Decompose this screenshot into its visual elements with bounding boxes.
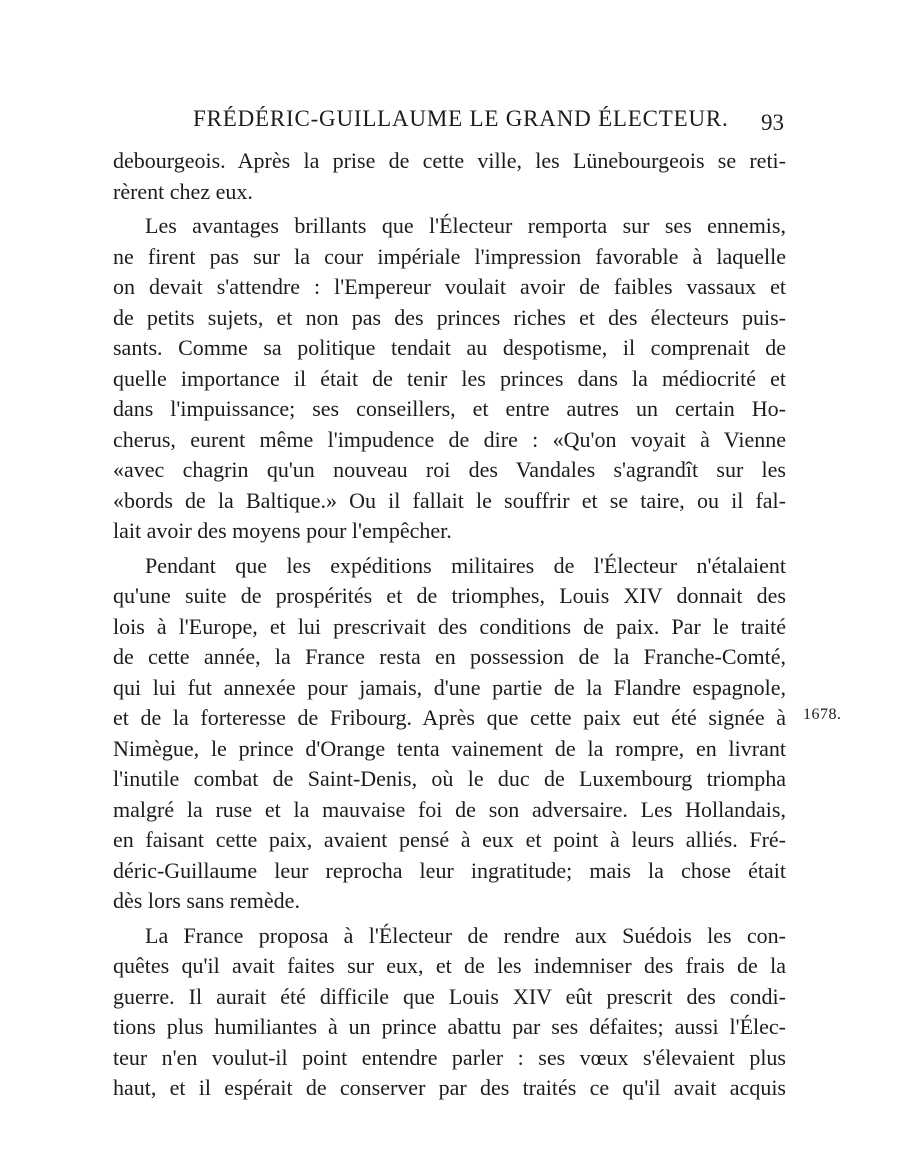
text-line: quelle importance il était de tenir les princes dans la médiocrité et [113,365,786,391]
margin-date-note: 1678. [803,706,842,723]
text-line: Pendant que les expéditions militaires de l'Électeur n'étalaient [145,552,786,578]
text-line: Nimègue, le prince d'Orange tenta vainement de la rompre, en livrant [113,735,786,761]
paragraph-3 [113,551,786,917]
text-line: sants. Comme sa politique tendait au despotisme, il comprenait de [113,335,786,360]
paragraph-4 [113,921,786,1104]
page-number: 93 [761,110,784,135]
paragraph-2 [113,211,786,547]
text-line: tions plus humiliantes à un prince abattu par ses défaites; aussi l'Élec- [113,1014,786,1039]
text-line: ne firent pas sur la cour impériale l'impression favorable à laquelle [113,243,786,269]
text-line: dès lors sans remède. [113,888,300,913]
text-line: déric-Guillaume leur reprocha leur ingratitude; mais la chose était [113,857,786,883]
text-line: lois à l'Europe, et lui prescrivait des conditions de paix. Par le traité [113,613,786,639]
text-line: l'inutile combat de Saint-Denis, où le duc de Luxembourg triompha [113,766,786,791]
text-line: lait avoir des moyens pour l'empêcher. [113,518,452,543]
text-line: quêtes qu'il avait faites sur eux, et de les indemniser des frais de la [113,953,786,978]
text-line: «bords de la Baltique.» Ou il fallait le souffrir et se taire, ou il fal- [113,487,786,513]
text-line: Les avantages brillants que l'Électeur remporta sur ses ennemis, [145,213,786,238]
text-line: de petits sujets, et non pas des princes riches et des électeurs puis- [113,304,786,330]
text-line: «avec chagrin qu'un nouveau roi des Vandales s'agrandît sur les [113,457,786,482]
text-line: cherus, eurent même l'impudence de dire : «Qu'on voyait à Vienne [113,426,786,452]
text-line: haut, et il espérait de conserver par des traités ce qu'il avait acquis [113,1075,786,1100]
paragraph-1 [113,146,786,207]
text-line: La France proposa à l'Électeur de rendre aux Suédois les con- [145,922,786,948]
text-line: debourgeois. Après la prise de cette ville, les Lünebourgeois se reti- [113,148,786,173]
text-line: on devait s'attendre : l'Empereur voulait avoir de faibles vassaux et [113,274,786,299]
text-line: dans l'impuissance; ses conseillers, et entre autres un certain Ho- [113,396,786,421]
text-line: malgré la ruse et la mauvaise foi de son adversaire. Les Hollandais, [113,796,786,822]
text-line: guerre. Il aurait été difficile que Louis XIV eût prescrit des condi- [113,983,786,1009]
text-line: qui lui fut annexée pour jamais, d'une partie de la Flandre espagnole, [113,674,786,700]
text-line: et de la forteresse de Fribourg. Après que cette paix eut été signée à [113,705,786,730]
text-line: en faisant cette paix, avaient pensé à eux et point à leurs alliés. Fré- [113,827,786,852]
running-title: FRÉDÉRIC-GUILLAUME LE GRAND ÉLECTEUR. [193,106,729,131]
text-line: qu'une suite de prospérités et de triomphes, Louis XIV donnait des [113,583,786,608]
body-text [113,146,786,1108]
text-line: de cette année, la France resta en possession de la Franche-Comté, [113,644,786,669]
text-line: rèrent chez eux. [113,178,253,204]
text-line: teur n'en voulut-il point entendre parler : ses vœux s'élevaient plus [113,1044,786,1070]
